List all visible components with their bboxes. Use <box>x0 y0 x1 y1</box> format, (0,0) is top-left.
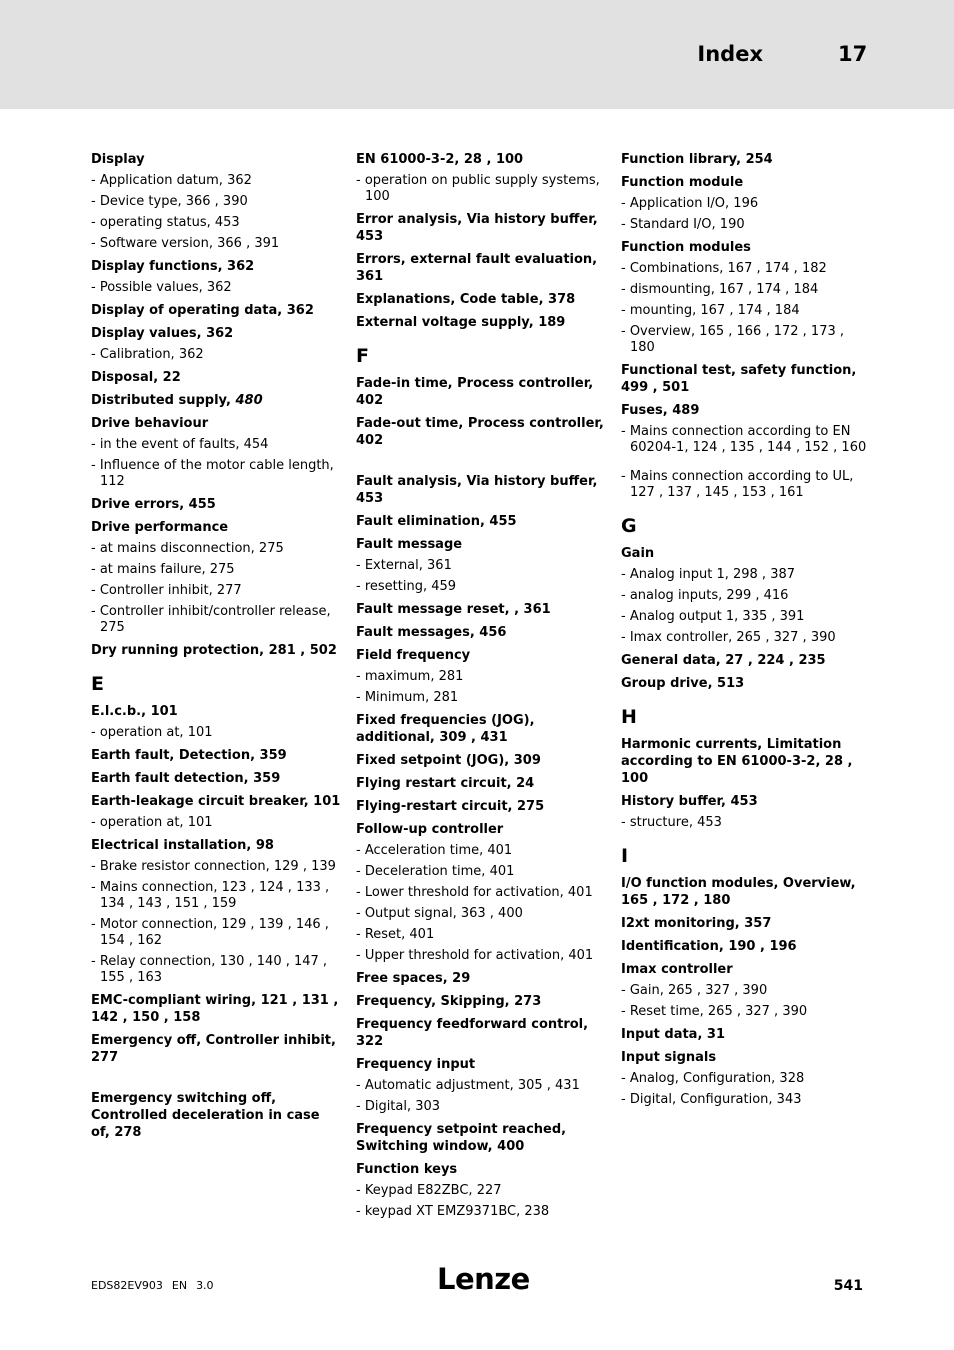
entry-heading: Free spaces, 29 <box>356 971 471 986</box>
entry-subitem: - Combinations, 167 , 174 , 182 <box>621 261 827 276</box>
entry-heading: Fault elimination, 455 <box>356 514 517 529</box>
entry-heading: Display <box>91 152 145 167</box>
entry-subitem: - Analog output 1, 335 , 391 <box>621 609 805 624</box>
index-entry <box>91 369 341 386</box>
index-entry <box>356 375 606 409</box>
entry-heading: I2xt monitoring, 357 <box>621 916 772 931</box>
entry-heading: EN 61000-3-2, 28 , 100 <box>356 152 524 167</box>
entry-heading: General data, 27 , 224 , 235 <box>621 653 826 668</box>
index-entry <box>356 601 606 618</box>
entry-subitem: - Application I/O, 196 <box>621 196 759 211</box>
entry-heading: E.l.c.b., 101 <box>91 704 178 719</box>
index-entry <box>621 793 871 831</box>
page-number: 541 <box>833 1278 863 1294</box>
entry-heading: Drive performance <box>91 520 229 535</box>
index-entry <box>356 1161 606 1220</box>
index-entry <box>356 647 606 706</box>
entry-heading: Drive behaviour <box>91 416 209 431</box>
letter-heading: F <box>356 345 369 367</box>
index-entry <box>356 798 606 815</box>
index-entry <box>91 325 341 363</box>
index-entry <box>356 712 606 746</box>
entry-heading: Follow-up controller <box>356 822 504 837</box>
index-entry <box>356 291 606 308</box>
index-entry <box>91 258 341 296</box>
index-entry <box>621 402 871 501</box>
letter-heading: I <box>621 845 629 867</box>
entry-heading: Frequency feedforward control, 322 <box>356 1017 589 1049</box>
index-entry <box>621 915 871 932</box>
entry-subitem: - Digital, Configuration, 343 <box>621 1092 802 1107</box>
entry-subitem: - keypad XT EMZ9371BC, 238 <box>356 1204 550 1219</box>
entry-heading: Function modules <box>621 240 751 255</box>
index-entry <box>91 992 341 1026</box>
index-entry <box>621 1026 871 1043</box>
index-column-1 <box>91 151 341 1147</box>
entry-heading: Function keys <box>356 1162 458 1177</box>
entry-subitem: - Influence of the motor cable length, 112 <box>91 458 334 489</box>
entry-heading: Fault message reset, , 361 <box>356 602 551 617</box>
index-entry <box>91 770 341 787</box>
entry-subitem: - Controller inhibit/controller release, 275 <box>91 604 331 635</box>
entry-heading: Frequency input <box>356 1057 476 1072</box>
entry-heading: Display functions, 362 <box>91 259 255 274</box>
index-entry <box>621 736 871 787</box>
index-entry <box>356 821 606 964</box>
entry-heading: Earth fault, Detection, 359 <box>91 748 287 763</box>
index-entry <box>356 624 606 641</box>
document-code <box>91 1279 223 1293</box>
index-entry <box>621 174 871 233</box>
entry-subitem: - analog inputs, 299 , 416 <box>621 588 789 603</box>
entry-heading: Display of operating data, 362 <box>91 303 314 318</box>
entry-subitem: - External, 361 <box>356 558 452 573</box>
index-entry <box>91 703 341 741</box>
entry-heading: Imax controller <box>621 962 733 977</box>
entry-subitem: - Controller inhibit, 277 <box>91 583 242 598</box>
entry-heading: Function library, 254 <box>621 152 773 167</box>
index-entry <box>621 675 871 692</box>
entry-subitem: - Reset time, 265 , 327 , 390 <box>621 1004 808 1019</box>
entry-heading: Disposal, 22 <box>91 370 181 385</box>
entry-subitem: - Reset, 401 <box>356 927 435 942</box>
doc-language: EN <box>171 1279 188 1292</box>
entry-heading-page-italic: 480 <box>235 393 263 408</box>
entry-heading: Input data, 31 <box>621 1027 726 1042</box>
entry-subitem: - Output signal, 363 , 400 <box>356 906 523 921</box>
index-entry <box>91 415 341 490</box>
entry-heading: Electrical installation, 98 <box>91 838 274 853</box>
entry-subitem: - Analog input 1, 298 , 387 <box>621 567 796 582</box>
doc-version: 3.0 <box>196 1279 214 1292</box>
entry-subitem: - Minimum, 281 <box>356 690 459 705</box>
entry-heading: Functional test, safety function, 499 , 501 <box>621 363 857 395</box>
index-entry <box>356 970 606 987</box>
entry-subitem: - Upper threshold for activation, 401 <box>356 948 594 963</box>
entry-heading: Fault analysis, Via history buffer, 453 <box>356 474 598 506</box>
entry-heading: Input signals <box>621 1050 717 1065</box>
entry-subitem: - Possible values, 362 <box>91 280 232 295</box>
index-entry <box>356 211 606 245</box>
entry-heading: Harmonic currents, Limitation according to EN 61000-3-2, 28 , 100 <box>621 737 853 786</box>
entry-heading: Field frequency <box>356 648 471 663</box>
index-entry <box>356 473 606 507</box>
index-entry <box>91 1090 341 1141</box>
entry-subitem: - Imax controller, 265 , 327 , 390 <box>621 630 836 645</box>
entry-heading: Group drive, 513 <box>621 676 745 691</box>
index-entry <box>356 775 606 792</box>
entry-heading: Dry running protection, 281 , 502 <box>91 643 337 658</box>
entry-heading: History buffer, 453 <box>621 794 758 809</box>
entry-heading: Errors, external fault evaluation, 361 <box>356 252 598 284</box>
entry-heading: Explanations, Code table, 378 <box>356 292 576 307</box>
index-entry <box>621 545 871 646</box>
entry-subitem: - Deceleration time, 401 <box>356 864 515 879</box>
index-column-3 <box>621 151 871 1114</box>
index-entry <box>621 1049 871 1108</box>
entry-heading: Fuses, 489 <box>621 403 700 418</box>
entry-subitem: - mounting, 167 , 174 , 184 <box>621 303 800 318</box>
entry-subitem: - Device type, 366 , 390 <box>91 194 248 209</box>
entry-subitem: - Calibration, 362 <box>91 347 204 362</box>
letter-heading: E <box>91 673 104 695</box>
entry-heading: Error analysis, Via history buffer, 453 <box>356 212 598 244</box>
entry-heading: Emergency off, Controller inhibit, 277 <box>91 1033 336 1065</box>
chapter-number: 17 <box>838 42 868 66</box>
entry-subitem: - Acceleration time, 401 <box>356 843 513 858</box>
entry-heading: Earth-leakage circuit breaker, 101 <box>91 794 341 809</box>
index-entry <box>621 961 871 1020</box>
index-entry <box>356 314 606 331</box>
lenze-logo: Lenze <box>437 1262 530 1296</box>
entry-heading-text: Distributed supply, <box>91 393 236 408</box>
entry-subitem: - Application datum, 362 <box>91 173 252 188</box>
entry-subitem: - operation at, 101 <box>91 815 213 830</box>
entry-subitem: - Overview, 165 , 166 , 172 , 173 , 180 <box>621 324 844 355</box>
entry-subitem: - Keypad E82ZBC, 227 <box>356 1183 502 1198</box>
entry-heading: Drive errors, 455 <box>91 497 216 512</box>
entry-subitem: - Automatic adjustment, 305 , 431 <box>356 1078 580 1093</box>
entry-heading: Fade-in time, Process controller, 402 <box>356 376 594 408</box>
index-entry <box>356 415 606 449</box>
index-entry <box>91 837 341 986</box>
index-entry <box>91 392 341 409</box>
letter-heading: G <box>621 515 637 537</box>
index-entry <box>621 652 871 669</box>
entry-subitem: - Software version, 366 , 391 <box>91 236 280 251</box>
index-entry <box>91 151 341 252</box>
entry-subitem: - Analog, Configuration, 328 <box>621 1071 805 1086</box>
entry-subitem: - Digital, 303 <box>356 1099 441 1114</box>
entry-heading: Fault messages, 456 <box>356 625 507 640</box>
index-entry <box>356 536 606 595</box>
entry-heading: External voltage supply, 189 <box>356 315 566 330</box>
entry-heading: Fault message <box>356 537 463 552</box>
entry-subitem: - Brake resistor connection, 129 , 139 <box>91 859 336 874</box>
header-band <box>0 0 954 109</box>
index-entry <box>356 993 606 1010</box>
entry-heading: Fade-out time, Process controller, 402 <box>356 416 604 448</box>
index-column-2 <box>356 151 606 1226</box>
index-entry <box>356 513 606 530</box>
index-entry <box>91 747 341 764</box>
entry-subitem: - dismounting, 167 , 174 , 184 <box>621 282 819 297</box>
section-title: Index <box>697 42 763 66</box>
entry-subitem: - Lower threshold for activation, 401 <box>356 885 593 900</box>
index-entry <box>91 793 341 831</box>
index-entry <box>621 151 871 168</box>
index-entry <box>356 752 606 769</box>
entry-heading: Flying restart circuit, 24 <box>356 776 535 791</box>
entry-subitem: - operation on public supply systems, 100 <box>356 173 600 204</box>
entry-subitem: - operation at, 101 <box>91 725 213 740</box>
entry-subitem: - operating status, 453 <box>91 215 240 230</box>
entry-subitem: - Mains connection according to UL, 127 , 137 , 145 , 153 , 161 <box>621 469 854 500</box>
index-entry <box>356 1016 606 1050</box>
index-entry <box>356 151 606 205</box>
index-entry <box>91 642 341 659</box>
entry-heading: Flying-restart circuit, 275 <box>356 799 545 814</box>
spacer <box>621 456 871 464</box>
index-entry <box>356 1056 606 1115</box>
index-entry <box>621 938 871 955</box>
spacer <box>91 1072 341 1090</box>
index-entry <box>91 519 341 636</box>
entry-subitem: - Relay connection, 130 , 140 , 147 , 155 , 163 <box>91 954 328 985</box>
entry-heading: Fixed setpoint (JOG), 309 <box>356 753 541 768</box>
entry-heading: Emergency switching off, Controlled deceleration in case of, 278 <box>91 1091 320 1140</box>
entry-subitem: - at mains failure, 275 <box>91 562 235 577</box>
index-entry <box>91 1032 341 1066</box>
entry-heading: Fixed frequencies (JOG), additional, 309 , 431 <box>356 713 535 745</box>
entry-subitem: - Mains connection according to EN 60204-1, 124 , 135 , 144 , 152 , 160 <box>621 424 867 455</box>
entry-subitem: - resetting, 459 <box>356 579 457 594</box>
entry-heading: EMC-compliant wiring, 121 , 131 , 142 , 150 , 158 <box>91 993 339 1025</box>
index-entry <box>91 496 341 513</box>
entry-heading: Frequency, Skipping, 273 <box>356 994 542 1009</box>
entry-subitem: - Mains connection, 123 , 124 , 133 , 134 , 143 , 151 , 159 <box>91 880 330 911</box>
index-entry <box>91 302 341 319</box>
entry-heading: Function module <box>621 175 744 190</box>
entry-subitem: - maximum, 281 <box>356 669 464 684</box>
entry-subitem: - in the event of faults, 454 <box>91 437 269 452</box>
entry-heading: Identification, 190 , 196 <box>621 939 797 954</box>
entry-subitem: - Gain, 265 , 327 , 390 <box>621 983 768 998</box>
entry-heading: I/O function modules, Overview, 165 , 172 , 180 <box>621 876 856 908</box>
letter-heading: H <box>621 706 637 728</box>
entry-heading: Earth fault detection, 359 <box>91 771 281 786</box>
index-entry <box>621 362 871 396</box>
entry-subitem: - structure, 453 <box>621 815 722 830</box>
entry-subitem: - Motor connection, 129 , 139 , 146 , 154 , 162 <box>91 917 329 948</box>
spacer <box>356 455 606 473</box>
entry-heading: Frequency setpoint reached, Switching window, 400 <box>356 1122 567 1154</box>
doc-number: EDS82EV903 <box>91 1279 163 1292</box>
entry-heading <box>91 392 341 409</box>
index-entry <box>621 875 871 909</box>
index-entry <box>621 239 871 356</box>
entry-subitem: - at mains disconnection, 275 <box>91 541 284 556</box>
entry-heading: Display values, 362 <box>91 326 234 341</box>
entry-heading: Gain <box>621 546 655 561</box>
entry-subitem: - Standard I/O, 190 <box>621 217 745 232</box>
index-entry <box>356 1121 606 1155</box>
index-entry <box>356 251 606 285</box>
